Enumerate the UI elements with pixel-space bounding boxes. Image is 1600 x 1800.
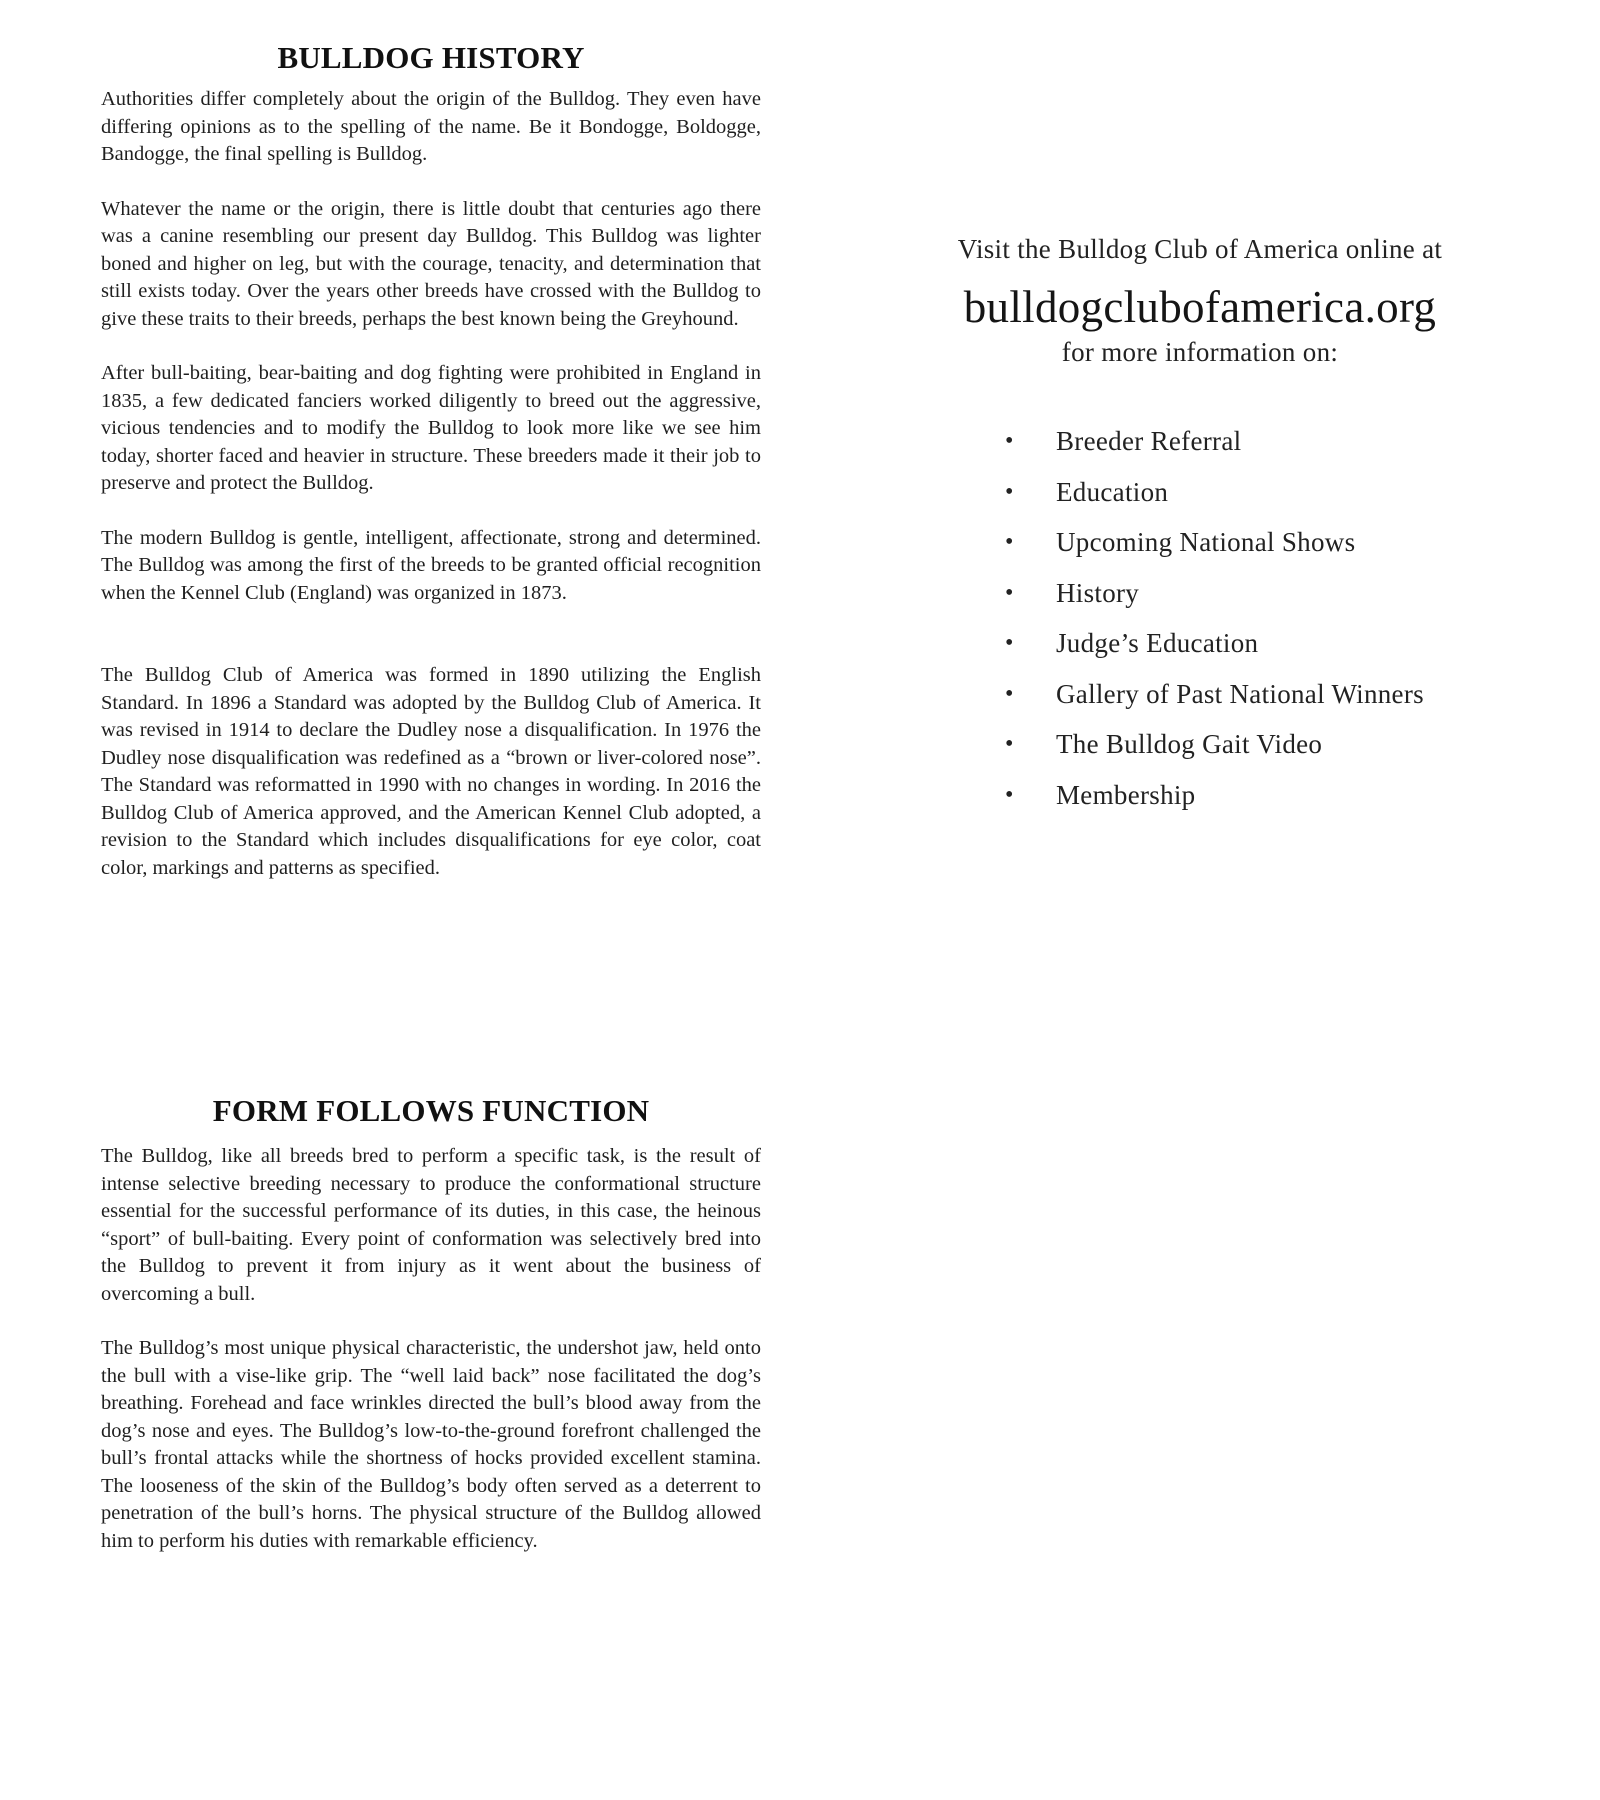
bullet-icon: •	[1005, 529, 1014, 555]
list-item	[900, 778, 1500, 829]
list-item-label: Upcoming National Shows	[1056, 527, 1356, 557]
form-follows-function-title: FORM FOLLOWS FUNCTION	[212, 1093, 650, 1128]
history-paragraph-3: After bull-baiting, bear-baiting and dog fighting were prohibited in England in 1835, a few dedicated fanciers worked diligently to breed out the aggressive, vicious tendencies and to modify the Bulldog to look more like we see him today, shorter faced and heavier in structure. These breeders made it their job to preserve and protect the Bulldog.	[101, 362, 761, 494]
visit-text: Visit the Bulldog Club of America online at	[957, 234, 1443, 264]
bulldog-history-section	[101, 40, 761, 882]
list-item	[900, 576, 1500, 627]
list-item-label: Education	[1056, 476, 1169, 507]
list-item	[900, 626, 1500, 677]
history-paragraph-1: Authorities differ completely about the origin of the Bulldog. They even have differing opinions as to the spelling of the name. Be it Bondogge, Boldogge, Bandogge, the final spelling is Bulldog.	[101, 88, 761, 165]
bullet-icon: •	[1005, 781, 1014, 808]
bullet-icon: •	[1005, 478, 1014, 505]
bullet-icon: •	[1005, 680, 1014, 707]
bullet-icon: •	[1005, 731, 1014, 757]
form-paragraph-2: The Bulldog’s most unique physical characteristic, the undershot jaw, held onto the bull with a vise-like grip. The “well laid back” nose facilitated the dog’s breathing. Forehead and face wrinkles directed the bull’s blood away from the dog’s nose and eyes. The Bulldog’s low-to-the-ground forefront challenged the bull’s frontal attacks while the shortness of hocks provided excellent stamina. The looseness of the skin of the Bulldog’s body often served as a deterrent to penetration of the bull’s horns. The physical structure of the Bulldog allowed him to perform his duties with remarkable efficiency.	[101, 1337, 761, 1552]
form-paragraph-1: The Bulldog, like all breeds bred to perform a specific task, is the result of intense selective breeding necessary to produce the conformational structure essential for the successful performance of its duties, in this case, the heinous “sport” of bull-baiting. Every point of conformation was selectively bred into the Bulldog to prevent it from injury as it went about the business of overcoming a bull.	[101, 1145, 761, 1305]
list-item-label: Membership	[1056, 779, 1196, 810]
list-item-label: Judge’s Education	[1056, 628, 1259, 658]
history-paragraph-4: The modern Bulldog is gentle, intelligent, affectionate, strong and determined. The Bulldog was among the first of the breeds to be granted official recognition when the Kennel Club (England) was organized in 1873.	[101, 526, 761, 604]
club-website-link[interactable]: bulldogclubofamerica.org	[963, 282, 1437, 332]
list-item-label: The Bulldog Gait Video	[1056, 729, 1323, 759]
list-item	[900, 677, 1500, 728]
bullet-icon: •	[1005, 579, 1014, 606]
more-info-text: for more information on:	[1061, 337, 1339, 367]
bulldog-history-title: BULLDOG HISTORY	[277, 40, 585, 75]
bullet-icon: •	[1005, 428, 1014, 454]
bullet-icon: •	[1005, 630, 1014, 656]
list-item	[900, 475, 1500, 526]
list-item	[900, 525, 1500, 576]
list-item	[900, 424, 1500, 475]
info-topics-list	[900, 424, 1500, 828]
history-paragraph-5: The Bulldog Club of America was formed in 1890 utilizing the English Standard. In 1896 a Standard was adopted by the Bulldog Club of America. It was revised in 1914 to declare the Dudley nose a disqualification. In 1976 the Dudley nose disqualification was redefined as a “brown or liver-colored nose”. The Standard was reformatted in 1990 with no changes in wording. In 2016 the Bulldog Club of America approved, and the American Kennel Club adopted, a revision to the Standard which includes disqualifications for eye color, coat color, markings and patterns as specified.	[101, 664, 761, 879]
list-item	[900, 727, 1500, 778]
list-item-label: History	[1056, 577, 1140, 608]
history-paragraph-2: Whatever the name or the origin, there is little doubt that centuries ago there was a canine resembling our present day Bulldog. This Bulldog was lighter boned and higher on leg, but with the courage, tenacity, and determination that still exists today. Over the years other breeds have crossed with the Bulldog to give these traits to their breeds, perhaps the best known being the Greyhound.	[101, 197, 761, 330]
list-item-label: Breeder Referral	[1056, 426, 1242, 456]
form-follows-function-section	[101, 1093, 761, 1555]
list-item-label: Gallery of Past National Winners	[1056, 678, 1424, 709]
club-promo-section	[900, 234, 1500, 828]
